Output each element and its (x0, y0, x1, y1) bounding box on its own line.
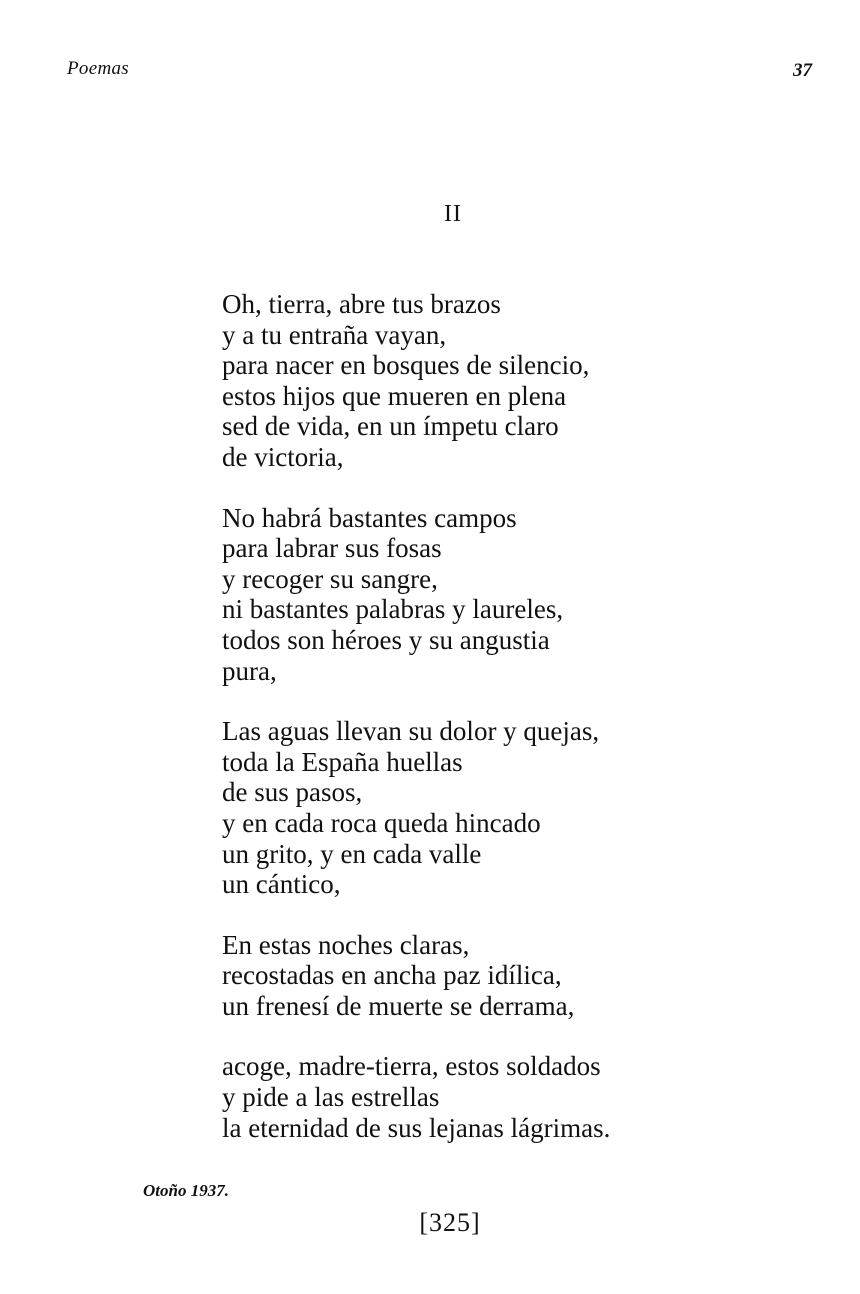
verse-line: todos son héroes y su angustia (222, 624, 550, 655)
verse-line: En estas noches claras, (222, 929, 470, 960)
date-note: Otoño 1937. (143, 1181, 229, 1200)
verse-line: un frenesí de muerte se derrama, (222, 990, 575, 1021)
verse-line: de sus pasos, (222, 777, 363, 808)
verse-line: y en cada roca queda hincado (222, 807, 541, 838)
verse-line: de victoria, (222, 441, 344, 472)
verse-line: No habrá bastantes campos (222, 502, 517, 533)
verse-line: estos hijos que mueren en plena (222, 380, 567, 411)
verse-line: un grito, y en cada valle (222, 838, 482, 869)
page-number: [325] (419, 1208, 481, 1237)
verse-line: sed de vida, en un ímpetu claro (222, 411, 559, 442)
poem-number: II (444, 201, 462, 227)
verse-line: toda la España huellas (222, 746, 463, 777)
verse-line: un cántico, (222, 869, 341, 900)
stanza-1 (222, 289, 842, 473)
running-head-title: Poemas (67, 58, 129, 79)
verse-line: ni bastantes palabras y laureles, (222, 594, 564, 625)
verse-line: pura, (222, 655, 277, 686)
stanza-4 (222, 930, 842, 1022)
verse-line: para labrar sus fosas (222, 533, 442, 564)
verse-line: y recoger su sangre, (222, 563, 438, 594)
verse-line: para nacer en bosques de silencio, (222, 350, 590, 381)
verse-line: Las aguas llevan su dolor y quejas, (222, 716, 600, 747)
running-head-page-number: 37 (793, 60, 812, 81)
poem-body (222, 289, 842, 1173)
verse-line: y pide a las estrellas (222, 1082, 440, 1113)
verse-line: recostadas en ancha paz idílica, (222, 960, 562, 991)
verse-line: la eternidad de sus lejanas lágrimas. (222, 1112, 611, 1143)
verse-line: acoge, madre-tierra, estos soldados (222, 1051, 601, 1082)
stanza-5 (222, 1051, 842, 1143)
verse-line: Oh, tierra, abre tus brazos (222, 289, 501, 319)
stanza-3 (222, 716, 842, 900)
stanza-2 (222, 503, 842, 687)
verse-line: y a tu entraña vayan, (222, 319, 447, 350)
